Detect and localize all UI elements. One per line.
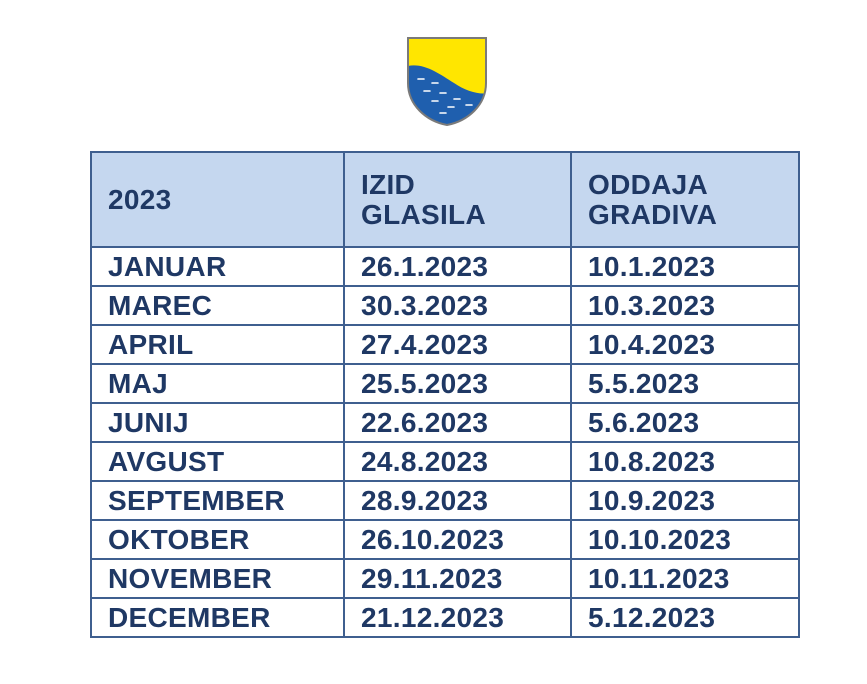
submission-date-cell: 10.4.2023 [571, 325, 799, 364]
header-submission-date [571, 152, 799, 247]
submission-date-cell: 10.8.2023 [571, 442, 799, 481]
month-cell: SEPTEMBER [91, 481, 344, 520]
month-cell: DECEMBER [91, 598, 344, 637]
submission-date-cell: 5.12.2023 [571, 598, 799, 637]
issue-date-cell: 22.6.2023 [344, 403, 571, 442]
month-cell: OKTOBER [91, 520, 344, 559]
issue-date-cell: 25.5.2023 [344, 364, 571, 403]
submission-date-cell: 10.10.2023 [571, 520, 799, 559]
table-header-row [91, 152, 799, 247]
submission-date-cell: 10.3.2023 [571, 286, 799, 325]
submission-date-cell: 5.5.2023 [571, 364, 799, 403]
publication-schedule-table [90, 151, 800, 638]
submission-date-cell: 5.6.2023 [571, 403, 799, 442]
month-cell: NOVEMBER [91, 559, 344, 598]
table-row [91, 286, 799, 325]
issue-date-cell: 30.3.2023 [344, 286, 571, 325]
municipal-crest-logo [404, 35, 490, 127]
header-submission-line-1: ODDAJA [588, 168, 709, 200]
issue-date-cell: 26.1.2023 [344, 247, 571, 286]
month-cell: MAJ [91, 364, 344, 403]
header-year: 2023 [91, 152, 344, 247]
month-cell: JUNIJ [91, 403, 344, 442]
header-issue-line-2: GLASILA [361, 198, 486, 230]
table-row [91, 403, 799, 442]
month-cell: JANUAR [91, 247, 344, 286]
month-cell: AVGUST [91, 442, 344, 481]
issue-date-cell: 27.4.2023 [344, 325, 571, 364]
issue-date-cell: 21.12.2023 [344, 598, 571, 637]
issue-date-cell: 28.9.2023 [344, 481, 571, 520]
table-row [91, 247, 799, 286]
submission-date-cell: 10.9.2023 [571, 481, 799, 520]
issue-date-cell: 26.10.2023 [344, 520, 571, 559]
header-issue-line-1: IZID [361, 168, 416, 200]
table-row [91, 481, 799, 520]
header-issue-date [344, 152, 571, 247]
table-row [91, 559, 799, 598]
header-submission-line-2: GRADIVA [588, 198, 718, 230]
table-row [91, 520, 799, 559]
submission-date-cell: 10.1.2023 [571, 247, 799, 286]
issue-date-cell: 29.11.2023 [344, 559, 571, 598]
table-row [91, 325, 799, 364]
month-cell: MAREC [91, 286, 344, 325]
table-row [91, 364, 799, 403]
submission-date-cell: 10.11.2023 [571, 559, 799, 598]
table-row [91, 442, 799, 481]
month-cell: APRIL [91, 325, 344, 364]
table-row [91, 598, 799, 637]
issue-date-cell: 24.8.2023 [344, 442, 571, 481]
